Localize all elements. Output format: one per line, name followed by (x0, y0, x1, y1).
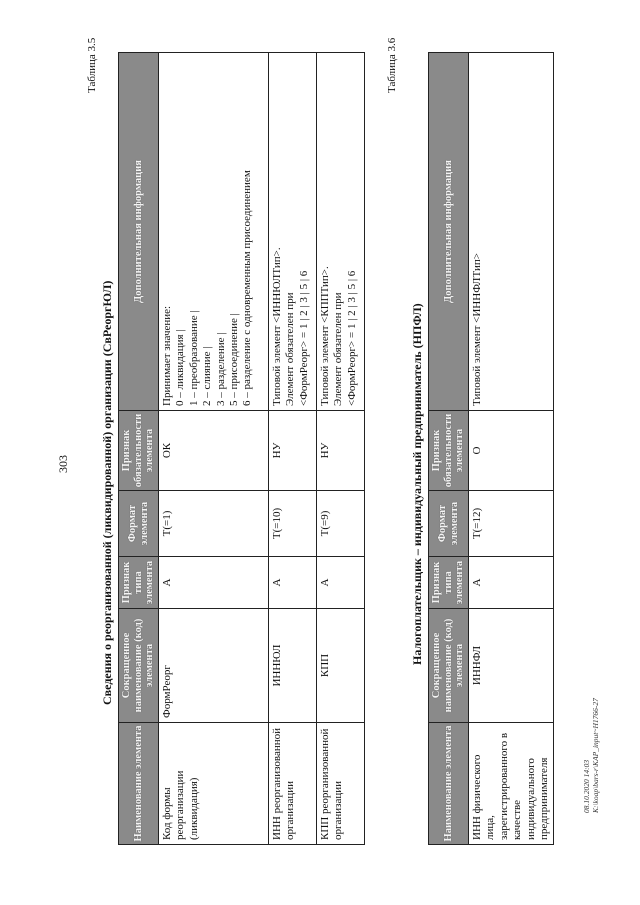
header-cell: Признак типа элемента (429, 557, 469, 609)
element-required-cell: НУ (269, 411, 317, 491)
header-cell: Сокращенное наименование (код) элемента (429, 609, 469, 723)
table-3-6 (428, 52, 554, 845)
table-row (159, 53, 269, 845)
element-format-cell: T(=9) (317, 491, 365, 557)
table-3-6-label: Таблица 3.6 (386, 37, 398, 93)
element-info-cell (159, 53, 269, 411)
element-format-cell: T(=1) (159, 491, 269, 557)
stamp-date: 08.10.2020 14:03 (582, 759, 591, 813)
table-header-row (119, 53, 159, 845)
element-format-cell: T(=10) (269, 491, 317, 557)
header-cell: Дополнительная информация (119, 53, 159, 411)
header-cell: Дополнительная информация (429, 53, 469, 411)
table-3-5-label: Таблица 3.5 (86, 37, 98, 93)
element-info-cell (469, 53, 554, 411)
info-line: Принимает значение: (161, 305, 173, 406)
element-type-cell: А (317, 557, 365, 609)
element-code-cell: ФормРеорг (159, 609, 269, 723)
element-type-cell: А (269, 557, 317, 609)
info-line: 6 – разделение с одновременным присоединением (241, 170, 254, 406)
table-row (269, 53, 317, 845)
element-name-cell: ИНН физического лица, зарегистрированного в качестве индивидуального предпринимателя (469, 723, 554, 845)
table-header-row (429, 53, 469, 845)
header-cell: Признак обязательности элемента (429, 411, 469, 491)
element-name-cell: КПП реорганизованной организации (317, 723, 365, 845)
table-row (317, 53, 365, 845)
element-format-cell: T(=12) (469, 491, 554, 557)
header-cell: Сокращенное наименование (код) элемента (119, 609, 159, 723)
element-name-cell: Код формы реорганизации (ликвидация) (159, 723, 269, 845)
info-line: <ФормРеорг> = 1 | 2 | 3 | 5 | 6 (345, 270, 358, 406)
header-cell: Формат элемента (119, 491, 159, 557)
info-line: Типовой элемент <ИННФЛТип> (471, 253, 483, 406)
info-line: Элемент обязателен при (332, 292, 345, 406)
table-row (469, 53, 554, 845)
header-cell: Признак обязательности элемента (119, 411, 159, 491)
info-line: 2 – слияние | (201, 346, 214, 406)
element-code-cell: ИННЮЛ (269, 609, 317, 723)
info-line: 3 – разделение | (214, 332, 227, 406)
table-3-5 (118, 52, 365, 845)
element-name-cell: ИНН реорганизованной организации (269, 723, 317, 845)
info-line: 1 – преобразование | (187, 310, 200, 406)
info-line: 5 – присоединение | (228, 313, 241, 406)
table-3-5-title: Сведения о реорганизованной (ликвидированной) организации (СвРеоргЮЛ) (100, 280, 114, 705)
header-cell: Наименование элемента (429, 723, 469, 845)
header-cell: Формат элемента (429, 491, 469, 557)
element-required-cell: ОК (159, 411, 269, 491)
element-info-cell (317, 53, 365, 411)
info-line: Типовой элемент <КППТип>. (319, 266, 331, 406)
table-3-6-title: Налогоплательщик – индивидуальный предприниматель (НПФЛ) (410, 303, 424, 665)
info-line: 0 – ликвидация | (174, 329, 187, 406)
info-line: <ФормРеорг> = 1 | 2 | 3 | 5 | 6 (297, 270, 310, 406)
info-line: Типовой элемент <ИННЮЛТип>. (271, 247, 283, 406)
stamp-path: К:\koap\bars-r\KAP_input~H1766-27 (591, 698, 601, 813)
element-info-cell (269, 53, 317, 411)
header-cell: Признак типа элемента (119, 557, 159, 609)
element-code-cell: ИННФЛ (469, 609, 554, 723)
element-code-cell: КПП (317, 609, 365, 723)
page-number: 303 (56, 455, 70, 473)
element-type-cell: А (469, 557, 554, 609)
element-type-cell: А (159, 557, 269, 609)
info-line: Элемент обязателен при (284, 292, 297, 406)
element-required-cell: О (469, 411, 554, 491)
element-required-cell: НУ (317, 411, 365, 491)
print-stamp (582, 698, 601, 813)
header-cell: Наименование элемента (119, 723, 159, 845)
